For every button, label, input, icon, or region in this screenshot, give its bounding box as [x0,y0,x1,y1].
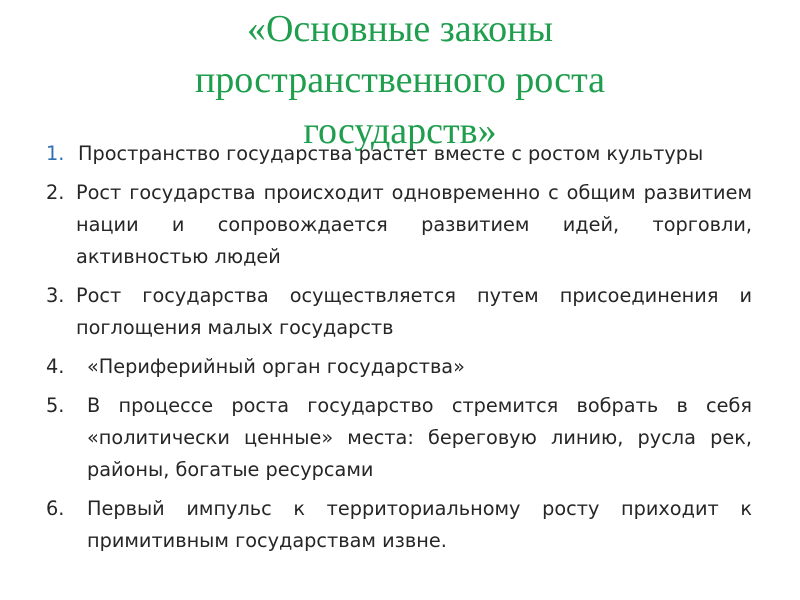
list-item-number: 2. [46,181,65,204]
list-item-number: 6. [46,497,65,520]
slide-title-line-1: «Основные законы [246,8,554,50]
laws-list [46,138,752,564]
list-item [46,493,752,557]
list-item [46,177,752,273]
list-item-text: Рост государства происходит одновременно с общим развитием нации и сопровождается развитием идей, торговли, активностью людей [76,181,752,268]
list-item-text: Рост государства осуществляется путем присоединения и поглощения малых государств [76,284,752,339]
slide-title [100,4,700,157]
list-item-text: Пространство государства растет вместе с ростом культуры [78,142,704,165]
list-item-number: 5. [46,394,65,417]
slide-title-line-3: государств» [303,110,497,152]
list-item [46,138,752,170]
list-item [46,390,752,486]
list-item-text: «Периферийный орган государства» [87,355,465,378]
slide-title-line-2: пространственного роста [194,59,606,101]
list-item-text: В процессе роста государство стремится вобрать в себя «политически ценные» места: береговую линию, русла рек, районы, богатые ресурсами [87,394,752,481]
list-item-number: 4. [46,355,65,378]
list-item-number: 1. [46,142,65,165]
list-item-text: Первый импульс к территориальному росту приходит к примитивным государствам извне. [87,497,752,552]
list-item [46,351,752,383]
list-item [46,280,752,344]
list-item-number: 3. [46,284,65,307]
